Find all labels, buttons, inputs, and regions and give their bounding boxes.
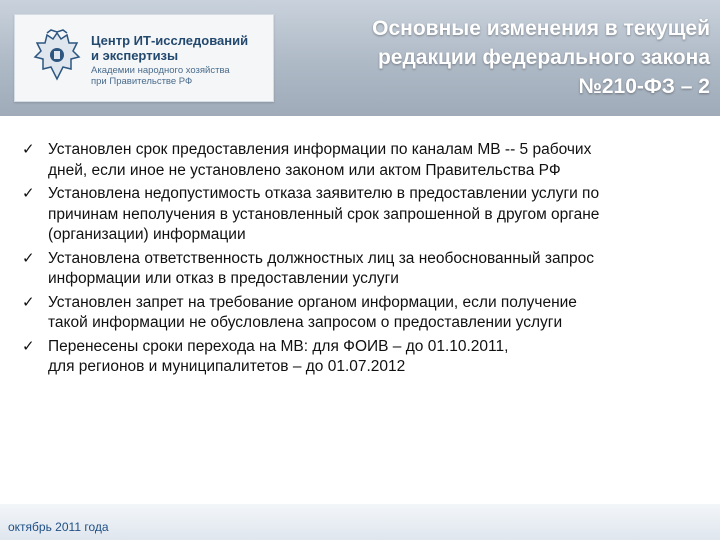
bullet-item: [0, 249, 698, 290]
bullet-item: [0, 293, 698, 334]
header-banner: [0, 0, 720, 116]
bullet-text-line: информации или отказ в предоставлении услуги: [48, 270, 399, 287]
bullet-list: [0, 140, 720, 381]
bullet-text-line: (организации) информации: [48, 226, 246, 243]
bullet-text-line: Перенесены сроки перехода на МВ: для ФОИВ – до 01.10.2011,: [48, 337, 509, 355]
bullet-item: [0, 337, 698, 378]
check-icon: ✓: [22, 185, 35, 202]
organization-affiliation: Академии народного хозяйства при Правительстве РФ: [91, 65, 230, 87]
bullet-text-line: для регионов и муниципалитетов – до 01.07.2012: [48, 358, 406, 375]
bullet-text-line: дней, если иное не установлено законом или актом Правительства РФ: [48, 161, 561, 179]
slide-title: Основные изменения в текущей редакции федерального закона №210-ФЗ – 2: [372, 17, 710, 98]
organization-name: Центр ИТ-исследований и экспертизы: [91, 33, 249, 63]
check-icon: ✓: [22, 249, 35, 267]
check-icon: ✓: [22, 141, 35, 158]
footer-bar: [0, 504, 720, 540]
bullet-text-line: Установлена ответственность должностных лиц за необоснованный запрос: [48, 249, 594, 267]
check-icon: ✓: [22, 337, 35, 355]
bullet-item: [0, 140, 698, 181]
double-headed-eagle-emblem-icon: [33, 29, 81, 85]
footer-date: октябрь 2011 года: [8, 520, 109, 534]
bullet-text-line: причинам неполучения в установленный срок запрошенной в другом органе: [48, 205, 600, 223]
bullet-text-line: Установлен срок предоставления информации по каналам МВ -- 5 рабочих: [48, 141, 592, 158]
check-icon: ✓: [22, 293, 35, 311]
bullet-text-line: Установлен запрет на требование органом информации, если получение: [48, 293, 577, 311]
bullet-text-line: Установлена недопустимость отказа заявителю в предоставлении услуги по: [48, 185, 600, 202]
bullet-item: [0, 184, 698, 246]
bullet-text-line: такой информации не обусловлена запросом о предоставлении услуги: [48, 314, 563, 331]
organization-logo: [14, 14, 274, 102]
